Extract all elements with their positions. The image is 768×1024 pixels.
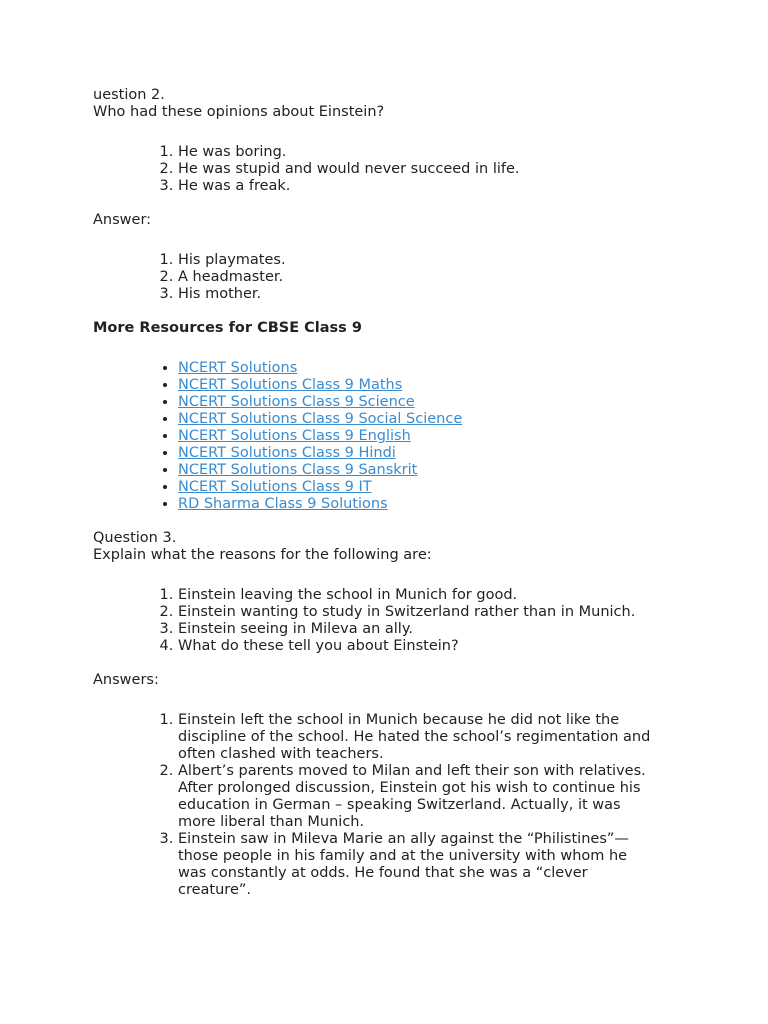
question-2-prompt: Who had these opinions about Einstein?: [93, 104, 385, 120]
list-item: [178, 496, 693, 513]
resources-list: [93, 360, 693, 513]
list-item: [178, 377, 693, 394]
list-item: 2. Albert’s parents moved to Milan and left their son with relatives. After prolonged discussion, Einstein got his wish to continue his education in German – speaking Switzerland. Actually, it was more liberal than Munich.: [178, 763, 658, 831]
list-item: 2. Einstein wanting to study in Switzerland rather than in Munich.: [178, 604, 693, 621]
document-content: [93, 87, 693, 899]
question-3-items: [93, 587, 693, 655]
list-item: [178, 360, 693, 377]
resource-link-hindi[interactable]: NCERT Solutions Class 9 Hindi: [178, 445, 396, 461]
list-item: 1. His playmates.: [178, 252, 693, 269]
question-2-answers: [93, 252, 693, 303]
resource-link-ncert-solutions[interactable]: NCERT Solutions: [178, 360, 298, 376]
resource-link-it[interactable]: NCERT Solutions Class 9 IT: [178, 479, 372, 495]
resource-link-sanskrit[interactable]: NCERT Solutions Class 9 Sanskrit: [178, 462, 418, 478]
question-3-title: Question 3.: [93, 530, 177, 546]
list-item: 2. A headmaster.: [178, 269, 693, 286]
question-2-title: uestion 2.: [93, 87, 165, 103]
list-item: 4. What do these tell you about Einstein?: [178, 638, 693, 655]
list-item: 3. His mother.: [178, 286, 693, 303]
list-item: [178, 428, 693, 445]
question-3-answers: [93, 712, 693, 899]
resource-link-science[interactable]: NCERT Solutions Class 9 Science: [178, 394, 415, 410]
resource-link-maths[interactable]: NCERT Solutions Class 9 Maths: [178, 377, 403, 393]
list-item: [178, 462, 693, 479]
list-item: 3. Einstein seeing in Mileva an ally.: [178, 621, 693, 638]
question-2-answer-label: Answer:: [93, 212, 152, 228]
list-item: [178, 445, 693, 462]
list-item: 2. He was stupid and would never succeed in life.: [178, 161, 693, 178]
resource-link-rd-sharma[interactable]: RD Sharma Class 9 Solutions: [178, 496, 388, 512]
question-3-prompt: Explain what the reasons for the following are:: [93, 547, 432, 563]
list-item: 1. Einstein leaving the school in Munich for good.: [178, 587, 693, 604]
list-item: [178, 411, 693, 428]
list-item: 3. He was a freak.: [178, 178, 693, 195]
resource-link-social-science[interactable]: NCERT Solutions Class 9 Social Science: [178, 411, 463, 427]
question-2-items: [93, 144, 693, 195]
question-3-answer-label: Answers:: [93, 672, 159, 688]
list-item: [178, 394, 693, 411]
resource-link-english[interactable]: NCERT Solutions Class 9 English: [178, 428, 411, 444]
list-item: 1. He was boring.: [178, 144, 693, 161]
list-item: 3. Einstein saw in Mileva Marie an ally against the “Philistines”— those people in his family and at the university with whom he was constantly at odds. He found that she was a “clever creature”.: [178, 831, 658, 899]
list-item: 1. Einstein left the school in Munich because he did not like the discipline of the school. He hated the school’s regimentation and often clashed with teachers.: [178, 712, 658, 763]
list-item: [178, 479, 693, 496]
resources-heading: More Resources for CBSE Class 9: [93, 320, 362, 336]
